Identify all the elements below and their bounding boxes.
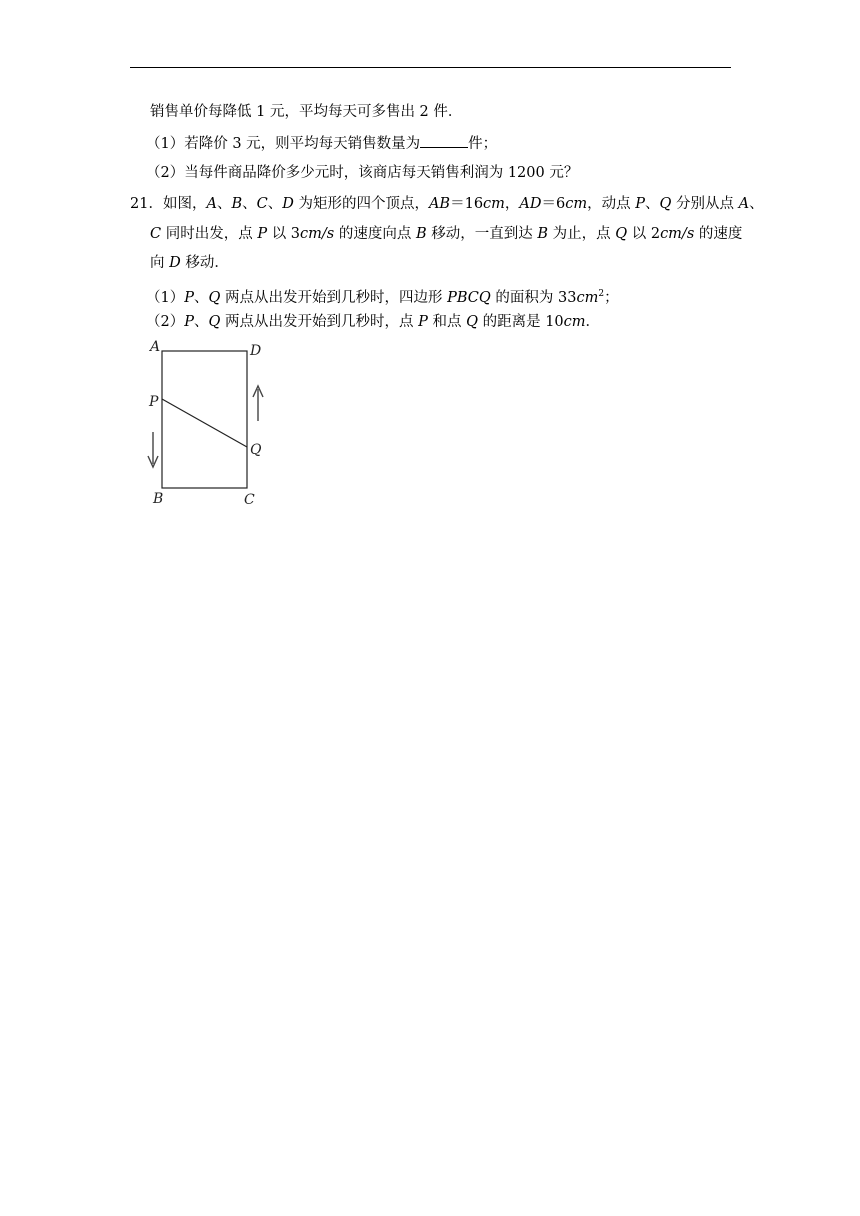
q20-part2: （2）当每件商品降价多少元时，该商店每天销售利润为 1200 元？ <box>146 165 579 181</box>
label-b: B <box>153 491 164 507</box>
label-d: D <box>250 343 262 359</box>
segment-pq <box>162 399 247 447</box>
q20-part1-unit: 件； <box>468 136 498 152</box>
rectangle-abcd <box>162 351 247 488</box>
arrow-down-icon <box>148 432 158 467</box>
label-c: C <box>244 492 255 508</box>
arrow-up-icon <box>253 386 263 421</box>
label-a: A <box>150 339 161 355</box>
label-q: Q <box>250 442 262 458</box>
answer-blank <box>420 134 468 148</box>
q21-line1: 21．如图，A、B、C、D 为矩形的四个顶点，AB＝16cm，AD＝6cm，动点 P、Q 分别从点 A、 <box>130 196 764 212</box>
header-rule <box>130 67 731 68</box>
q20-part1-text: （1）若降价 3 元，则平均每天销售数量为 <box>146 136 421 152</box>
q21-sub2: （2）P、Q 两点从出发开始到几秒时，点 P 和点 Q 的距离是 10cm． <box>146 314 601 330</box>
q20-part1 <box>146 134 497 154</box>
q20-intro: 销售单价每降低 1 元，平均每天可多售出 2 件． <box>150 104 463 120</box>
q21-line2: C 同时出发，点 P 以 3cm/s 的速度向点 B 移动，一直到达 B 为止，点 Q 以 2cm/s 的速度 <box>150 226 743 242</box>
rectangle-figure <box>140 336 280 508</box>
q21-sub1: （1）P、Q 两点从出发开始到几秒时，四边形 PBCQ 的面积为 $33cm^2$； <box>146 289 619 306</box>
q21-line3: 向 D 移动． <box>150 255 229 271</box>
label-p: P <box>149 394 159 410</box>
